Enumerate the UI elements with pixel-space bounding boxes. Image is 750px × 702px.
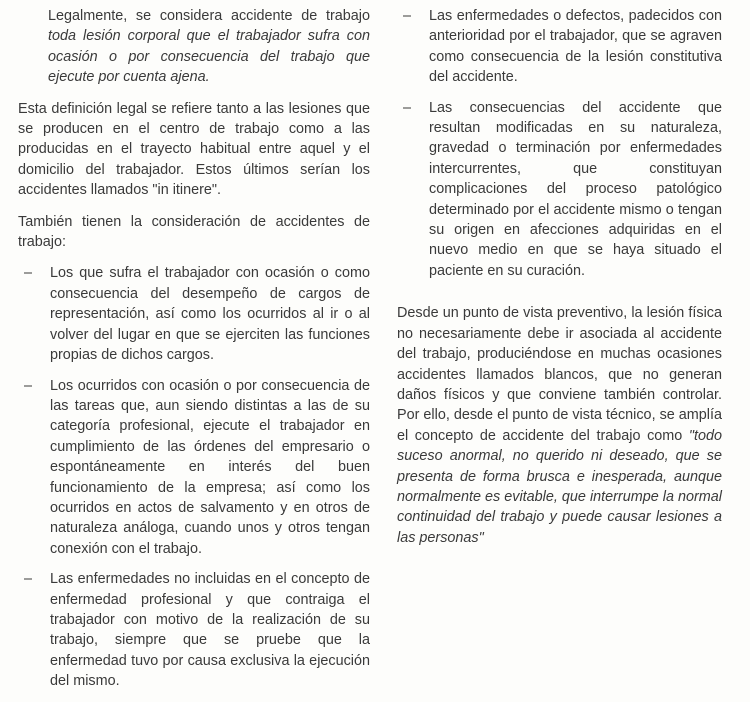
list-item-text: Los que sufra el trabajador con ocasión o como consecuencia del desempeño de cargos de representación, así como los ocurridos al ir o al volver del lugar en que se ejerciten las funciones propias de dichos cargos. bbox=[50, 265, 370, 364]
intro-paragraph bbox=[18, 6, 370, 88]
right-item-list bbox=[397, 6, 722, 281]
list-item bbox=[18, 376, 370, 560]
definition-paragraph: Esta definición legal se refiere tanto a las lesiones que se producen en el centro de trabajo como a las producidas en el trayecto habitual entre aquel y el domicilio del trabajador. Estos últimos serían los accidentes llamados "in itinere". bbox=[18, 100, 370, 199]
list-item-text: Los ocurridos con ocasión o por consecuencia de las tareas que, aun siendo distintas a las de su categoría profesional, ejecute el trabajador en cumplimiento de las órdenes del empresario o espontáneamente en interés del buen funcionamiento de la empresa; así como los ocurridos en actos de salvamento y en otros de naturaleza análoga, cuando unos y otros tengan conexión con el trabajo. bbox=[50, 377, 370, 557]
left-item-list bbox=[18, 263, 370, 691]
dash-bullet: – bbox=[24, 571, 33, 588]
list-item-text: Las enfermedades no incluidas en el concepto de enfermedad profesional y que contraiga el trabajador con motivo de la realización de su trabajo, siempre que se pruebe que la enfermedad tuvo por causa exclusiva la ejecución del mismo. bbox=[50, 571, 370, 690]
intro-text: Legalmente, se considera accidente de trabajo bbox=[48, 8, 370, 24]
list-item-text: Las consecuencias del accidente que resultan modificadas en su naturaleza, gravedad o terminación por enfermedades intercurrentes, que constituyan complicaciones del proceso patológico determinado por el accidente mismo o tengan su origen en afecciones adquiridas en el nuevo medio en que se haya situado el paciente en su curación. bbox=[429, 99, 722, 279]
consideration-intro: También tienen la consideración de accidentes de trabajo: bbox=[18, 213, 370, 251]
dash-bullet: – bbox=[403, 8, 412, 24]
dash-bullet: – bbox=[24, 265, 33, 282]
dash-bullet: – bbox=[403, 99, 412, 116]
list-item-text: Las enfermedades o defectos, padecidos con anterioridad por el trabajador, que se agraven como consecuencia de la lesión constitutiva del accidente. bbox=[429, 8, 722, 86]
left-column bbox=[18, 6, 370, 702]
preventive-text: Desde un punto de vista preventivo, la lesión física no necesariamente debe ir asociada al accidente del trabajo, produciéndose en muchas ocasiones accidentes llamados blancos, que no generan daños físicos y que conviene también controlar. Por ello, desde el punto de vista técnico, se amplía el concepto de accidente del trabajo como bbox=[397, 305, 722, 444]
list-item bbox=[397, 6, 722, 88]
preventive-paragraph bbox=[397, 303, 722, 548]
legal-definition-italic: toda lesión corporal que el trabajador sufra con ocasión o por consecuencia del trabajo que ejecute por cuenta ajena. bbox=[48, 28, 370, 86]
dash-bullet: – bbox=[24, 377, 33, 394]
technical-definition-italic: "todo suceso anormal, no querido ni deseado, que se presenta de forma brusca e inesperada, aunque normalmente es evitable, que interrumpe la normal continuidad del trabajo y puede causar lesiones a las personas" bbox=[397, 427, 722, 546]
right-column bbox=[397, 6, 722, 559]
list-item bbox=[18, 263, 370, 365]
list-item bbox=[18, 569, 370, 691]
list-item bbox=[397, 98, 722, 282]
